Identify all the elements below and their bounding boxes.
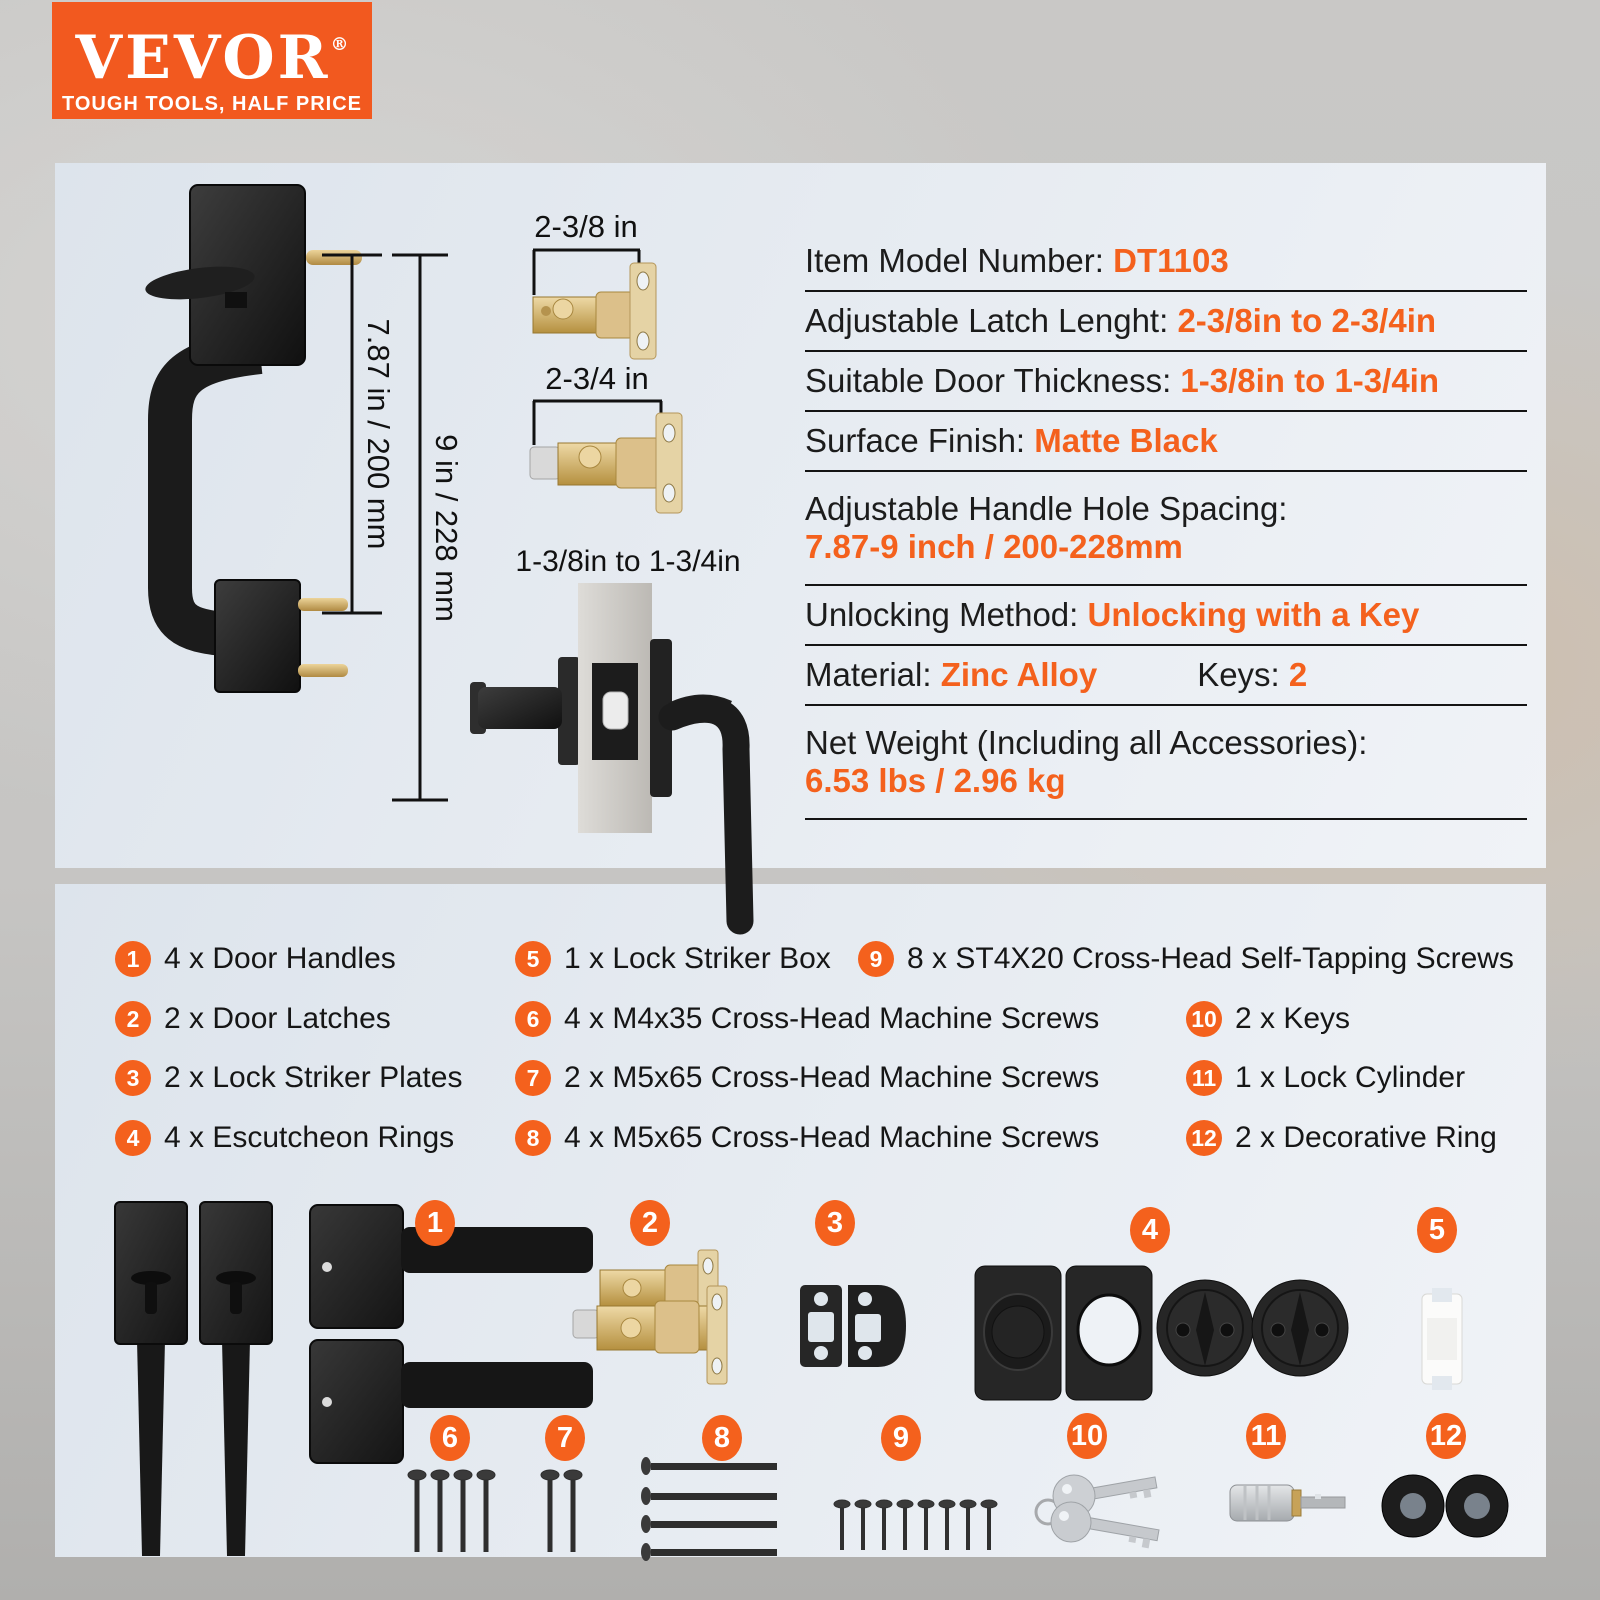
item-number-badge: 1 <box>115 941 151 977</box>
photo-label-12: 12 <box>1426 1413 1466 1459</box>
parts-list-item-5: 5 1 x Lock Striker Box <box>515 941 831 977</box>
photo-label-2: 2 <box>630 1200 670 1246</box>
photo-door-handles <box>115 1202 593 1556</box>
door-handle-dimension-figure <box>130 180 470 830</box>
spec-row-latch-length: Adjustable Latch Lenght: 2-3/8in to 2-3/4in <box>805 292 1527 352</box>
photo-label-6: 6 <box>430 1415 470 1461</box>
parts-photos <box>55 1180 1546 1557</box>
photo-label-8: 8 <box>702 1415 742 1461</box>
photo-escutcheon-rings <box>975 1266 1348 1400</box>
latch-a-dimension-line <box>533 250 640 295</box>
vevor-logo <box>52 2 372 119</box>
photo-keys <box>1036 1475 1159 1550</box>
photo-label-5: 5 <box>1417 1207 1457 1253</box>
item-number-badge: 3 <box>115 1060 151 1096</box>
photo-label-9: 9 <box>881 1415 921 1461</box>
parts-list-item-2: 2 2 x Door Latches <box>115 1001 391 1037</box>
photo-m4x35-screws <box>408 1470 495 1552</box>
parts-list-item-6: 6 4 x M4x35 Cross-Head Machine Screws <box>515 1001 1099 1037</box>
photo-m5x65-screws-pair <box>541 1470 582 1552</box>
parts-list-item-11: 11 1 x Lock Cylinder <box>1186 1060 1465 1096</box>
spec-table <box>805 232 1527 820</box>
parts-list-item-9: 9 8 x ST4X20 Cross-Head Self-Tapping Screws <box>858 941 1514 977</box>
item-number-badge: 4 <box>115 1120 151 1156</box>
brand-tagline: TOUGH TOOLS, HALF PRICE <box>61 93 363 115</box>
photo-lock-striker-plates <box>800 1285 906 1367</box>
door-cross-section-illustration <box>470 583 740 921</box>
parts-list-item-8: 8 4 x M5x65 Cross-Head Machine Screws <box>515 1120 1099 1156</box>
door-latch-b-illustration <box>530 413 682 513</box>
parts-list-item-7: 7 2 x M5x65 Cross-Head Machine Screws <box>515 1060 1099 1096</box>
spec-row-hole-spacing: Adjustable Handle Hole Spacing: 7.87-9 inch / 200-228mm <box>805 472 1527 586</box>
photo-label-11: 11 <box>1246 1413 1286 1459</box>
door-thickness-dimension-label: 1-3/8in to 1-3/4in <box>515 545 741 578</box>
spec-row-door-thickness: Suitable Door Thickness: 1-3/8in to 1-3/4in <box>805 352 1527 412</box>
item-number-badge: 6 <box>515 1001 551 1037</box>
item-number-badge: 9 <box>858 941 894 977</box>
photo-m5x65-screws-quad <box>641 1457 777 1561</box>
photo-label-10: 10 <box>1067 1413 1107 1459</box>
registered-mark-icon: ® <box>330 34 349 55</box>
item-number-badge: 2 <box>115 1001 151 1037</box>
item-number-badge: 7 <box>515 1060 551 1096</box>
handle-outer-dimension-label: 9 in / 228 mm <box>429 434 464 622</box>
item-number-badge: 12 <box>1186 1120 1222 1156</box>
latch-a-dimension-label: 2-3/8 in <box>534 209 638 244</box>
photo-label-1: 1 <box>415 1200 455 1246</box>
latch-and-door-figure <box>470 195 810 935</box>
latch-b-dimension-label: 2-3/4 in <box>545 361 649 396</box>
parts-list-item-12: 12 2 x Decorative Ring <box>1186 1120 1497 1156</box>
photo-label-3: 3 <box>815 1200 855 1246</box>
photo-decorative-rings <box>1382 1475 1508 1537</box>
spec-row-model: Item Model Number: DT1103 <box>805 232 1527 292</box>
spec-row-surface-finish: Surface Finish: Matte Black <box>805 412 1527 472</box>
handle-inner-dimension-label: 7.87 in / 200 mm <box>361 318 396 550</box>
parts-list-item-3: 3 2 x Lock Striker Plates <box>115 1060 462 1096</box>
photo-self-tapping-screws <box>834 1500 997 1550</box>
spec-row-net-weight: Net Weight (Including all Accessories): 6.53 lbs / 2.96 kg <box>805 706 1527 820</box>
spec-row-unlocking-method: Unlocking Method: Unlocking with a Key <box>805 586 1527 646</box>
parts-list-item-1: 1 4 x Door Handles <box>115 941 396 977</box>
photo-lock-cylinder <box>1230 1485 1345 1521</box>
item-number-badge: 5 <box>515 941 551 977</box>
entry-handle-illustration <box>144 185 362 692</box>
photo-door-latches <box>573 1250 727 1384</box>
item-number-badge: 11 <box>1186 1060 1222 1096</box>
photo-label-7: 7 <box>545 1415 585 1461</box>
spindle-pin <box>306 250 362 265</box>
photo-label-4: 4 <box>1130 1207 1170 1253</box>
photo-lock-striker-box <box>1422 1288 1462 1390</box>
spec-row-material-keys: Material: Zinc Alloy Keys: 2 <box>805 646 1527 706</box>
item-number-badge: 8 <box>515 1120 551 1156</box>
brand-name: VEVOR® <box>75 23 349 93</box>
parts-list-item-10: 10 2 x Keys <box>1186 1001 1350 1037</box>
door-latch-a-illustration <box>533 263 656 359</box>
parts-list-item-4: 4 4 x Escutcheon Rings <box>115 1120 454 1156</box>
item-number-badge: 10 <box>1186 1001 1222 1037</box>
